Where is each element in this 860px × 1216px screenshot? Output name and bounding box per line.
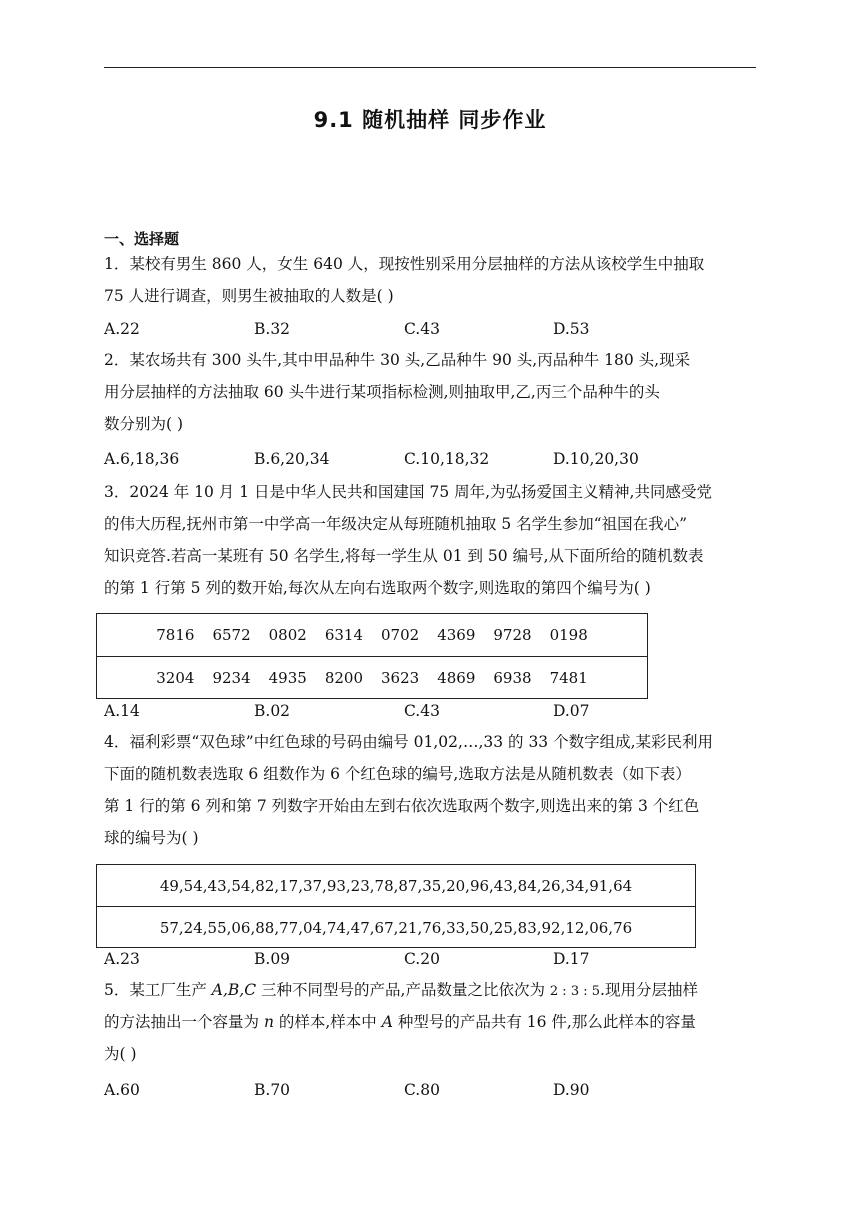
table-cell: 9234 bbox=[212, 669, 251, 687]
option-c[interactable]: C.10,18,32 bbox=[404, 450, 490, 468]
question-3-line: 知识竞答.若高一某班有 50 名学生,将每一学生从 01 到 50 编号,从下面所给的随机数表 bbox=[104, 547, 704, 565]
option-d[interactable]: D.53 bbox=[553, 320, 590, 338]
question-3-line: 3．2024 年 10 月 1 日是中华人民共和国建国 75 周年,为弘扬爱国主义精神,共同感受党 bbox=[104, 483, 712, 501]
q5-text: 的方法抽出一个容量为 bbox=[104, 1013, 264, 1031]
table-cell: 6938 bbox=[493, 669, 532, 687]
table-cell: 4369 bbox=[437, 626, 476, 644]
question-1 bbox=[104, 248, 764, 312]
option-c[interactable]: C.43 bbox=[404, 702, 440, 720]
option-b[interactable]: B.6,20,34 bbox=[254, 450, 330, 468]
option-d[interactable]: D.07 bbox=[553, 702, 590, 720]
q5-text: 种型号的产品共有 16 件,那么此样本的容量 bbox=[392, 1013, 696, 1031]
table-cell: 7481 bbox=[549, 669, 588, 687]
option-c[interactable]: C.20 bbox=[404, 950, 440, 968]
option-d[interactable]: D.90 bbox=[553, 1081, 590, 1099]
table-cell: 7816 bbox=[156, 626, 195, 644]
section-heading: 一、选择题 bbox=[104, 230, 180, 248]
option-c[interactable]: C.43 bbox=[404, 320, 440, 338]
option-d[interactable]: D.17 bbox=[553, 950, 590, 968]
table-row bbox=[97, 614, 647, 656]
question-3-line: 的第 1 行第 5 列的数开始,每次从左向右选取两个数字,则选取的第四个编号为( ) bbox=[104, 579, 651, 597]
table-cell: 9728 bbox=[493, 626, 532, 644]
question-4-line: 下面的随机数表选取 6 组数作为 6 个红色球的编号,选取方法是从随机数表（如下表） bbox=[104, 765, 691, 783]
question-4-line: 4．福利彩票“双色球”中红色球的号码由编号 01,02,…,33 的 33 个数字组成,某彩民利用 bbox=[104, 733, 714, 751]
question-2-line: 用分层抽样的方法抽取 60 头牛进行某项指标检测,则抽取甲,乙,丙三个品种牛的头 bbox=[104, 383, 660, 401]
table-cell: 4869 bbox=[437, 669, 476, 687]
option-a[interactable]: A.6,18,36 bbox=[104, 450, 180, 468]
option-b[interactable]: B.70 bbox=[254, 1081, 291, 1099]
table-row bbox=[97, 656, 647, 699]
random-number-table-q3 bbox=[96, 613, 648, 699]
option-b[interactable]: B.09 bbox=[254, 950, 291, 968]
table-cell: 6572 bbox=[212, 626, 251, 644]
q5-text: 三种不同型号的产品,产品数量之比依次为 bbox=[256, 981, 550, 999]
option-b[interactable]: B.32 bbox=[254, 320, 291, 338]
question-2-line: 2．某农场共有 300 头牛,其中甲品种牛 30 头,乙品种牛 90 头,丙品种牛 180 头,现采 bbox=[104, 351, 691, 369]
table-cell: 0702 bbox=[381, 626, 420, 644]
option-d[interactable]: D.10,20,30 bbox=[553, 450, 639, 468]
q5-variables: A,B,C bbox=[211, 981, 257, 999]
table-row: 57,24,55,06,88,77,04,74,47,67,21,76,33,50,25,83,92,12,06,76 bbox=[97, 906, 695, 948]
table-cell: 4935 bbox=[268, 669, 307, 687]
q5-ratio: 2 : 3 : 5 bbox=[549, 984, 601, 999]
question-2 bbox=[104, 344, 764, 440]
random-number-table-q4 bbox=[96, 864, 696, 948]
question-4-line: 球的编号为( ) bbox=[104, 829, 199, 847]
option-a[interactable]: A.22 bbox=[104, 320, 140, 338]
question-5-line-2 bbox=[104, 1006, 764, 1038]
table-cell: 8200 bbox=[324, 669, 363, 687]
question-5-line-1 bbox=[104, 974, 764, 1006]
table-cell: 3204 bbox=[156, 669, 195, 687]
question-1-line: 1．某校有男生 860 人，女生 640 人，现按性别采用分层抽样的方法从该校学生中抽取 bbox=[104, 255, 705, 273]
table-cell: 3623 bbox=[381, 669, 420, 687]
table-cell: 0802 bbox=[268, 626, 307, 644]
page-title: 9.1 随机抽样 同步作业 bbox=[313, 108, 547, 132]
q5-text: 的样本,样本中 bbox=[273, 1013, 382, 1031]
table-row: 49,54,43,54,82,17,37,93,23,78,87,35,20,96,43,84,26,34,91,64 bbox=[159, 876, 633, 895]
option-c[interactable]: C.80 bbox=[404, 1081, 440, 1099]
question-5 bbox=[104, 974, 764, 1070]
option-a[interactable]: A.23 bbox=[104, 950, 140, 968]
question-4 bbox=[104, 726, 764, 854]
option-b[interactable]: B.02 bbox=[254, 702, 291, 720]
table-cell: 0198 bbox=[549, 626, 588, 644]
question-4-line: 第 1 行的第 6 列和第 7 列数字开始由左到右依次选取两个数字,则选出来的第 3 个红色 bbox=[104, 797, 700, 815]
question-5-line-3: 为( ) bbox=[104, 1045, 137, 1063]
question-2-line: 数分别为( ) bbox=[104, 415, 184, 433]
option-a[interactable]: A.60 bbox=[104, 1081, 140, 1099]
q5-text: .现用分层抽样 bbox=[600, 981, 698, 999]
question-3 bbox=[104, 476, 764, 604]
q5-variable-n: n bbox=[263, 1013, 274, 1031]
header-rule bbox=[104, 67, 756, 68]
q5-text: 5．某工厂生产 bbox=[104, 981, 212, 999]
question-3-line: 的伟大历程,抚州市第一中学高一年级决定从每班随机抽取 5 名学生参加“祖国在我心” bbox=[104, 515, 687, 533]
q5-variable-a: A bbox=[381, 1013, 393, 1031]
table-cell: 6314 bbox=[324, 626, 363, 644]
question-1-line: 75 人进行调查，则男生被抽取的人数是( ) bbox=[104, 287, 394, 305]
option-a[interactable]: A.14 bbox=[104, 702, 140, 720]
